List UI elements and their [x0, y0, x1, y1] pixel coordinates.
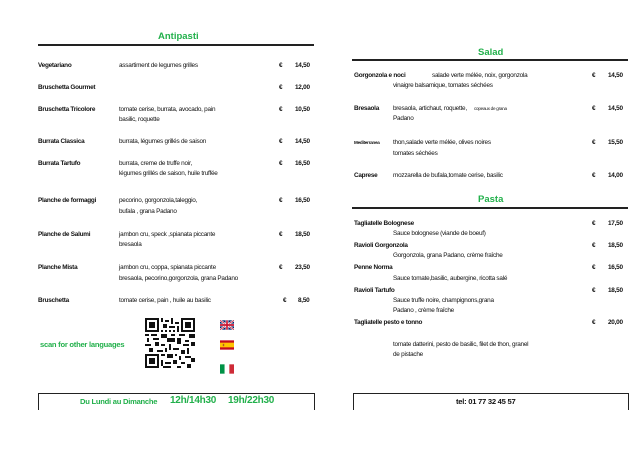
- item-name: Burrata Classica: [38, 138, 85, 145]
- uk-flag-icon[interactable]: [220, 320, 234, 330]
- item-price: 14,50: [608, 105, 623, 112]
- item-currency: €: [592, 287, 596, 294]
- item-desc: basilic, roquette: [119, 116, 160, 123]
- item-name: Bruschetta: [38, 297, 69, 304]
- item-desc: Gorgonzola, grana Padano, crème fraîche: [393, 252, 503, 259]
- item-desc: bresaola, pecorino,gorgonzola, grana Padano: [119, 275, 238, 282]
- item-name: Gorgonzola e noci: [354, 72, 406, 79]
- item-desc: thon,salade verte mélée, olives noires: [393, 139, 491, 146]
- item-name: Planche Mista: [38, 264, 78, 271]
- item-price: 14,50: [608, 72, 623, 79]
- item-desc: pecorino, gorgonzola,taleggio,: [119, 197, 198, 204]
- item-desc: légumes grillés de saison, huile truffée: [119, 170, 218, 177]
- item-desc: burrata, creme de truffe noir,: [119, 160, 193, 167]
- item-currency: €: [592, 105, 596, 112]
- pasta-rule: [352, 207, 628, 209]
- hours-label: Du Lundi au Dimanche: [80, 397, 158, 406]
- item-name: Ravioli Gorgonzola: [354, 242, 408, 249]
- item-currency: €: [592, 220, 596, 227]
- item-currency: €: [592, 242, 596, 249]
- item-currency: €: [592, 172, 596, 179]
- item-price: 20,00: [608, 319, 623, 326]
- item-currency: €: [592, 264, 596, 271]
- item-desc: salade verte mélée, noix, gorgonzola: [432, 72, 528, 79]
- italy-flag-icon[interactable]: [220, 364, 234, 374]
- item-price: 14,50: [295, 138, 310, 145]
- item-desc: tomates séchées: [393, 150, 438, 157]
- qr-code[interactable]: [145, 318, 195, 368]
- item-desc: Sauce bolognese (viande de boeuf): [393, 230, 486, 237]
- item-desc: vinaigre balsamique, tomates séchées: [393, 82, 493, 89]
- item-currency: €: [279, 231, 283, 238]
- item-name: Bresaola: [354, 105, 379, 112]
- antipasti-rule: [38, 44, 314, 46]
- item-name: Bruschetta Gourmet: [38, 84, 96, 91]
- item-desc: jambon cru, coppa, spianata piccante: [119, 264, 216, 271]
- phone-number[interactable]: tel: 01 77 32 45 57: [456, 397, 516, 406]
- item-currency: €: [283, 297, 287, 304]
- item-name: Mediterranea: [354, 140, 380, 145]
- item-desc: tomate datterini, pesto de basilic, filet de thon, granel: [393, 341, 529, 348]
- item-name: Penne Norma: [354, 264, 393, 271]
- item-desc: bresaola, artichaut, roquette,: [393, 105, 467, 112]
- item-currency: €: [279, 197, 283, 204]
- item-currency: €: [592, 72, 596, 79]
- item-name: Ravioli Tartufo: [354, 287, 395, 294]
- item-price: 18,50: [295, 231, 310, 238]
- item-desc: assartiment de legumes grilles: [119, 62, 198, 69]
- item-desc: Padano , crème fraîche: [393, 307, 454, 314]
- item-currency: €: [592, 139, 596, 146]
- salad-rule: [352, 59, 628, 61]
- item-desc: Sauce tomate,basilic, aubergine, ricotta salé: [393, 275, 508, 282]
- item-currency: €: [592, 319, 596, 326]
- item-currency: €: [279, 106, 283, 113]
- item-currency: €: [279, 62, 283, 69]
- item-desc: jambon cru, speck ,spianata piccante: [119, 231, 216, 238]
- hours-lunch: 12h/14h30: [170, 395, 217, 406]
- item-desc: Sauce truffe noire, champignons,grana: [393, 297, 494, 304]
- item-desc: burrata, légumes grillés de saison: [119, 138, 207, 145]
- item-desc: bufala , grana Padano: [119, 208, 177, 215]
- item-name: Bruschetta Tricolore: [38, 106, 96, 113]
- item-desc-small: copeaux de grana: [474, 106, 507, 111]
- item-price: 15,50: [608, 139, 623, 146]
- pasta-header: Pasta: [478, 194, 504, 205]
- item-name: Planche de formaggi: [38, 197, 97, 204]
- item-currency: €: [279, 160, 283, 167]
- item-price: 8,50: [298, 297, 310, 304]
- item-price: 18,50: [608, 287, 623, 294]
- item-name: Tagliatelle pesto e tonno: [354, 319, 423, 326]
- item-price: 16,50: [295, 160, 310, 167]
- item-name: Planche de Salumi: [38, 231, 91, 238]
- antipasti-header: Antipasti: [158, 31, 199, 42]
- item-desc: Padano: [393, 115, 414, 122]
- item-currency: €: [279, 84, 283, 91]
- item-desc: de pistache: [393, 351, 423, 358]
- hours-dinner: 19h/22h30: [228, 395, 275, 406]
- item-name: Vegetariano: [38, 62, 72, 69]
- item-currency: €: [279, 264, 283, 271]
- item-name: Tagliatelle Bolognese: [354, 220, 414, 227]
- item-price: 18,50: [608, 242, 623, 249]
- scan-label: scan for other languages: [40, 340, 125, 349]
- salad-header: Salad: [478, 47, 504, 58]
- item-desc: tomate cerise, pain , huile au basilic: [119, 297, 211, 304]
- item-name: Caprese: [354, 172, 378, 179]
- item-price: 17,50: [608, 220, 623, 227]
- item-price: 10,50: [295, 106, 310, 113]
- item-price: 12,00: [295, 84, 310, 91]
- spain-flag-icon[interactable]: [220, 340, 234, 350]
- item-desc: mozzarella de bufala,tomate cerise, basilic: [393, 172, 503, 179]
- item-name: Burrata Tartufo: [38, 160, 81, 167]
- item-price: 14,00: [608, 172, 623, 179]
- item-price: 14,50: [295, 62, 310, 69]
- item-price: 16,50: [608, 264, 623, 271]
- item-currency: €: [279, 138, 283, 145]
- item-desc: bresaola: [119, 241, 142, 248]
- item-price: 16,50: [295, 197, 310, 204]
- item-price: 23,50: [295, 264, 310, 271]
- item-desc: tomate cerise, burrata, avocado, pain: [119, 106, 216, 113]
